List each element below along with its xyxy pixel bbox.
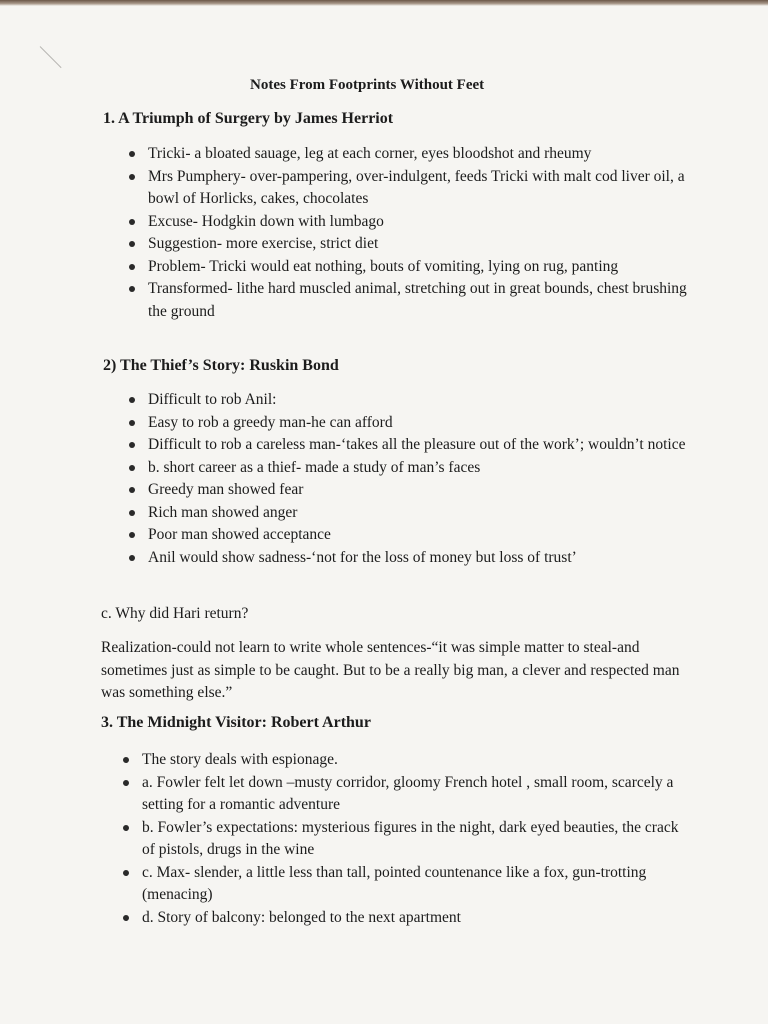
list-item: Excuse- Hodgkin down with lumbago (126, 211, 696, 234)
list-item: Greedy man showed fear (126, 479, 696, 502)
section-heading-midnight-visitor: 3. The Midnight Visitor: Robert Arthur (101, 714, 371, 731)
triumph-of-surgery-list (126, 143, 696, 323)
list-item: Anil would show sadness-‘not for the loss of money but loss of trust’ (126, 547, 696, 570)
list-item: Rich man showed anger (126, 502, 696, 525)
list-item: Mrs Pumphery- over-pampering, over-indulgent, feeds Tricki with malt cod liver oil, a bowl of Horlicks, cakes, chocolates (126, 166, 696, 211)
list-item: The story deals with espionage. (120, 749, 680, 772)
midnight-visitor-list (120, 749, 680, 929)
document-title: Notes From Footprints Without Feet (250, 77, 485, 93)
answer-paragraph: Realization-could not learn to write whole sentences-“it was simple matter to steal-and sometimes just as simple to be caught. But to be a really big man, a clever and respected man was something else.” (101, 639, 680, 701)
list-item: Problem- Tricki would eat nothing, bouts of vomiting, lying on rug, panting (126, 256, 696, 279)
list-item: Difficult to rob Anil: (126, 389, 696, 412)
list-item: Tricki- a bloated sauage, leg at each corner, eyes bloodshot and rheumy (126, 143, 696, 166)
list-item: Poor man showed acceptance (126, 524, 696, 547)
list-item: c. Max- slender, a little less than tall, pointed countenance like a fox, gun-trotting (menacing) (120, 862, 680, 907)
list-item: b. short career as a thief- made a study of man’s faces (126, 457, 696, 480)
list-item: Difficult to rob a careless man-‘takes all the pleasure out of the work’; wouldn’t notice (126, 434, 696, 457)
list-item: Easy to rob a greedy man-he can afford (126, 412, 696, 435)
list-item: d. Story of balcony: belonged to the next apartment (120, 907, 680, 930)
thiefs-story-list (126, 389, 696, 569)
question-hari-return: c. Why did Hari return? (101, 605, 249, 622)
section-heading-triumph-of-surgery: 1. A Triumph of Surgery by James Herriot (103, 110, 394, 127)
list-item: a. Fowler felt let down –musty corridor, gloomy French hotel , small room, scarcely a setting for a romantic adventure (120, 772, 680, 817)
list-item: b. Fowler’s expectations: mysterious figures in the night, dark eyed beauties, the crack of pistols, drugs in the wine (120, 817, 680, 862)
list-item: Transformed- lithe hard muscled animal, stretching out in great bounds, chest brushing the ground (126, 278, 696, 323)
section-heading-thiefs-story: 2) The Thief’s Story: Ruskin Bond (103, 357, 339, 374)
list-item: Suggestion- more exercise, strict diet (126, 233, 696, 256)
